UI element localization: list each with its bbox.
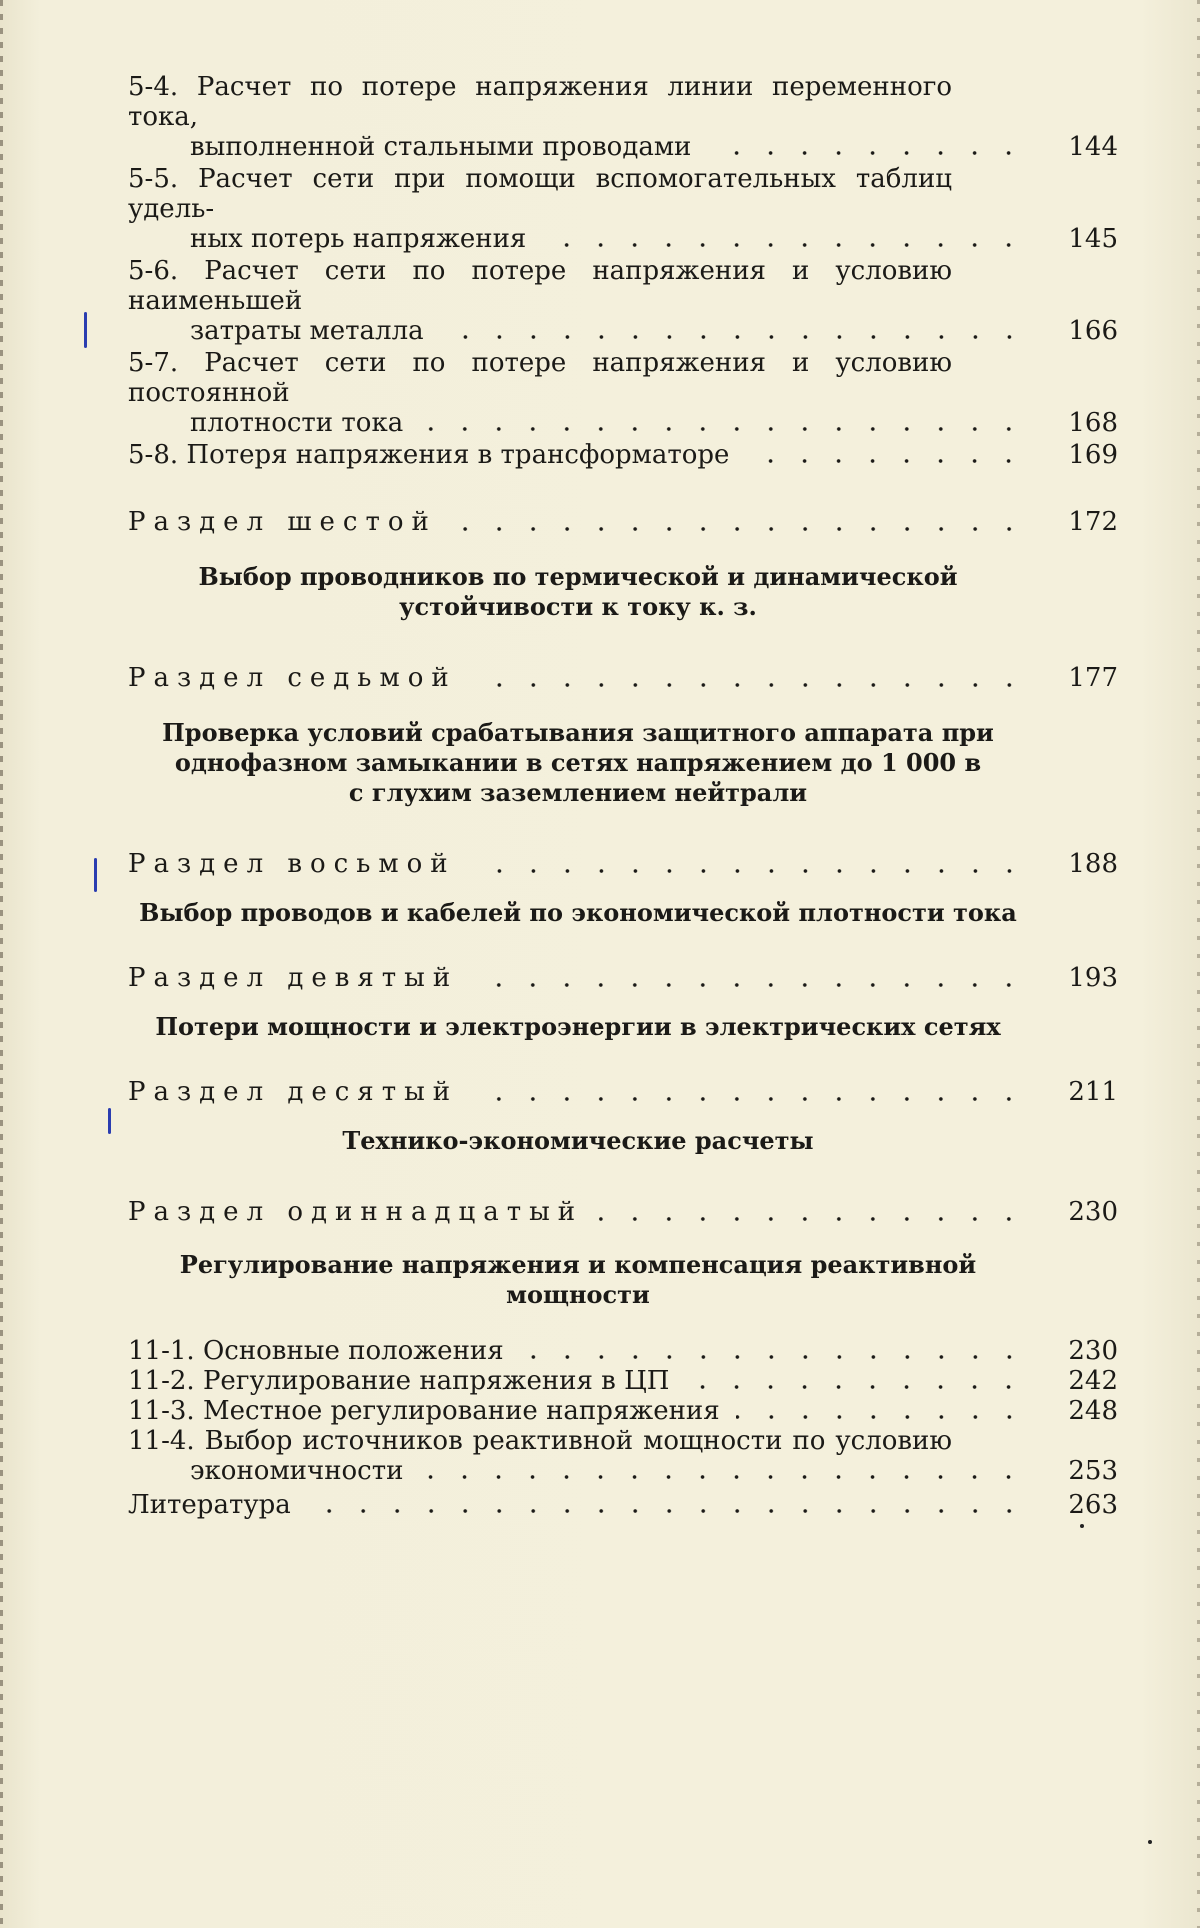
section-title [138,718,1018,808]
dot-leader [736,1415,1026,1419]
toc-page-number: 211 [1068,1077,1118,1107]
toc-page-number: 169 [1068,440,1118,470]
toc-entry-line2: ных потерь напряжения [190,224,527,254]
toc-entry-line1: 5-4. Расчет по потере напряжения линии переменного тока, [128,72,952,132]
toc-entry-label: Литература [128,1490,291,1520]
toc-section-9[interactable] [128,962,1118,994]
toc-entry-5-8[interactable] [128,440,1118,470]
section-title [138,1012,1018,1042]
dot-leader [599,1217,1026,1221]
dot-leader [453,527,1026,531]
section-title-line: Выбор проводов и кабелей по экономической плотности тока [139,898,1017,927]
dot-leader [707,151,1026,155]
dot-leader [472,869,1026,873]
toc-entry-line1: 5-7. Расчет сети по потере напряжения и условию постоянной [128,348,952,408]
dot-leader [474,1097,1026,1101]
section-title-line: Технико-экономические расчеты [342,1126,814,1155]
dot-leader [307,1509,1026,1513]
toc-entry-label: 11-1. Основные положения [128,1336,504,1366]
print-speck [1148,1840,1152,1844]
toc-entry-5-5[interactable] [128,164,1118,254]
toc-page-number: 145 [1068,224,1118,254]
toc-page-number: 253 [1068,1456,1118,1486]
toc-page-number: 166 [1068,316,1118,346]
section-title-line: Регулирование напряжения и компенсация реактивной [179,1250,977,1279]
toc-entry-literature[interactable] [128,1490,1118,1520]
toc-page-number: 172 [1068,507,1118,537]
toc-entry-line2: плотности тока [190,408,404,438]
toc-page-number: 168 [1068,408,1118,438]
toc-page-number: 177 [1068,663,1118,693]
toc-section-7[interactable] [128,662,1118,694]
toc-entry-label: 11-3. Местное регулирование напряжения [128,1396,720,1426]
toc-entry-11-3[interactable] [128,1396,1118,1426]
section-label: Раздел восьмой [128,849,456,879]
toc-page-number: 230 [1068,1197,1118,1227]
toc-page-number: 242 [1068,1366,1118,1396]
pen-mark-11-2 [108,1108,111,1134]
toc-entry-11-4[interactable] [128,1426,1118,1486]
section-label: Раздел одиннадцатый [128,1197,584,1227]
toc-section-8[interactable] [128,848,1118,880]
dot-leader [419,1475,1026,1479]
section-label: Раздел седьмой [128,663,457,693]
toc-section-6[interactable] [128,506,1118,538]
section-label: Раздел десятый [128,1077,459,1107]
toc-page-number: 193 [1068,963,1118,993]
page-edge-left [0,0,3,1928]
toc-section-11[interactable] [128,1196,1118,1228]
dot-leader [473,683,1026,687]
toc-entry-line1: 5-6. Расчет сети по потере напряжения и условию наименьшей [128,256,952,316]
print-speck [1080,1524,1084,1528]
section-title-line: Потери мощности и электроэнергии в электрических сетях [155,1012,1001,1041]
toc-entry-line2: выполненной стальными проводами [190,132,692,162]
toc-entry-line2: затраты металла [190,316,424,346]
toc-entry-5-4[interactable] [128,72,1118,162]
toc-entry-line1: 5-5. Расчет сети при помощи вспомогательных таблиц удель- [128,164,952,224]
pen-mark-58 [84,312,87,348]
toc-entry-line2: экономичности [190,1456,404,1486]
dot-leader [440,335,1026,339]
section-title-line: мощности [506,1280,650,1309]
toc-entry-label: 5-8. Потеря напряжения в трансформаторе [128,440,730,470]
toc-entry-5-7[interactable] [128,348,1118,438]
toc-entry-label: 11-2. Регулирование напряжения в ЦП [128,1366,670,1396]
toc-page-number: 188 [1068,849,1118,879]
toc-page-number: 248 [1068,1396,1118,1426]
toc-page-number: 263 [1068,1490,1118,1520]
toc-entry-11-1[interactable] [128,1336,1118,1366]
toc-section-10[interactable] [128,1076,1118,1108]
toc-entry-line1: 11-4. Выбор источников реактивной мощности по условию [128,1426,952,1456]
section-title-line: устойчивости к току к. з. [399,592,757,621]
dot-leader [474,983,1026,987]
dot-leader [745,459,1026,463]
table-of-contents [128,72,1118,1520]
toc-page-number: 144 [1068,132,1118,162]
dot-leader [419,427,1026,431]
section-title-line: Проверка условий срабатывания защитного аппарата при [162,718,994,747]
toc-page-number: 230 [1068,1336,1118,1366]
dot-leader [520,1355,1026,1359]
pen-mark-section-10 [94,858,97,892]
section-label: Раздел шестой [128,507,437,537]
toc-entry-11-2[interactable] [128,1366,1118,1396]
section-title [138,1126,1018,1156]
section-label: Раздел девятый [128,963,459,993]
toc-entry-5-6[interactable] [128,256,1118,346]
section-title [138,1250,1018,1310]
section-title-line: однофазном замыкании в сетях напряжением до 1 000 в [174,748,982,777]
dot-leader [542,243,1026,247]
section-title [138,562,1018,622]
section-title-line: Выбор проводников по термической и динамической [198,562,958,591]
dot-leader [685,1385,1026,1389]
section-title [138,898,1018,928]
section-title-line: с глухим заземлением нейтрали [348,778,808,807]
